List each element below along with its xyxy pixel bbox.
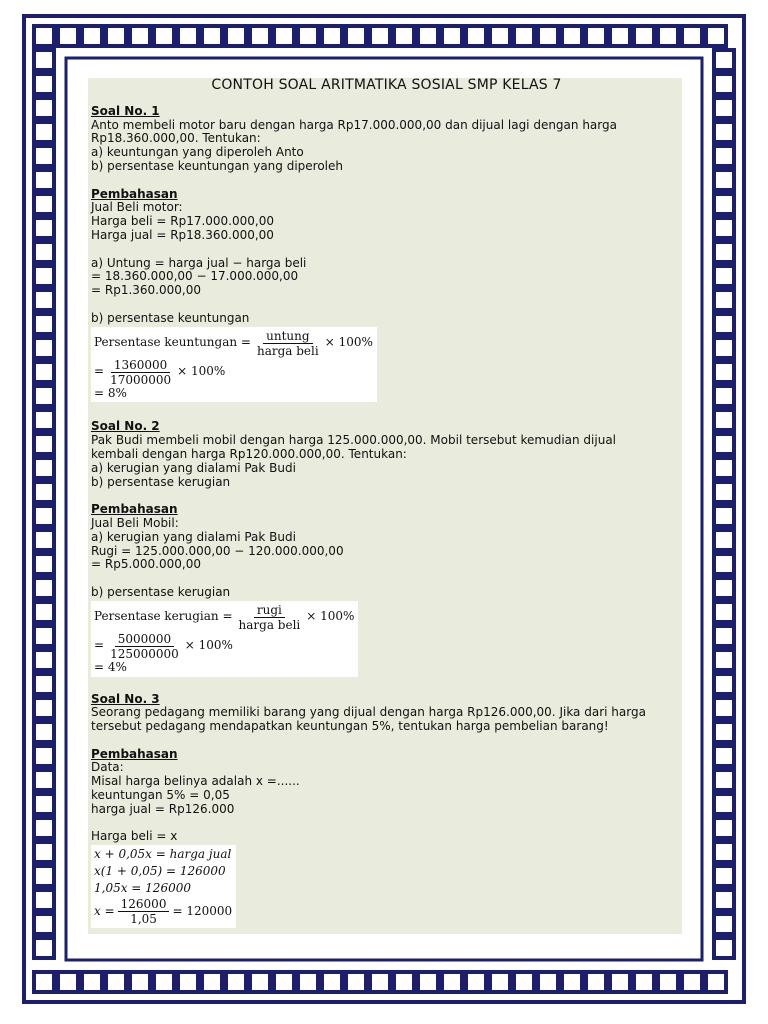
border-square xyxy=(34,506,54,526)
border-square xyxy=(34,314,54,334)
soal-3-solution-line: Data: xyxy=(91,760,124,775)
border-square xyxy=(298,26,318,46)
border-square xyxy=(714,434,734,454)
border-square xyxy=(682,972,702,992)
border-square xyxy=(562,26,582,46)
border-square xyxy=(714,74,734,94)
border-square xyxy=(34,698,54,718)
soal-1-solution-line: = 18.360.000,00 − 17.000.000,00 xyxy=(91,269,299,284)
border-square xyxy=(418,26,438,46)
border-square xyxy=(658,972,678,992)
border-square xyxy=(34,818,54,838)
formula-numerator: 126000 xyxy=(118,897,170,912)
border-square xyxy=(154,972,174,992)
border-square xyxy=(538,26,558,46)
formula-line: x(1 + 0,05) = 126000 xyxy=(94,864,226,879)
border-square xyxy=(714,266,734,286)
border-square xyxy=(714,242,734,262)
soal-2-solution-line: Rugi = 125.000.000,00 − 120.000.000,00 xyxy=(91,543,344,558)
border-square xyxy=(714,578,734,598)
border-square xyxy=(34,362,54,382)
border-square xyxy=(714,458,734,478)
border-square xyxy=(538,972,558,992)
soal-2-solution-line: = Rp5.000.000,00 xyxy=(91,557,201,572)
soal-1-line: b) persentase keuntungan yang diperoleh xyxy=(91,158,343,173)
border-square xyxy=(106,972,126,992)
border-square xyxy=(714,194,734,214)
soal-3-solution-line: harga jual = Rp126.000 xyxy=(91,801,235,816)
border-square xyxy=(466,972,486,992)
border-square xyxy=(178,972,198,992)
soal-3-pembahasan-heading: Pembahasan xyxy=(91,746,178,761)
border-square xyxy=(370,26,390,46)
border-square xyxy=(714,722,734,742)
border-square xyxy=(714,122,734,142)
border-square xyxy=(714,314,734,334)
border-square xyxy=(34,458,54,478)
border-square xyxy=(34,218,54,238)
soal-1-solution-line: a) Untung = harga jual − harga beli xyxy=(91,255,307,270)
formula-denominator: 1,05 xyxy=(130,912,157,927)
border-square xyxy=(58,26,78,46)
border-square xyxy=(34,194,54,214)
soal-3-line: Seorang pedagang memiliki barang yang dijual dengan harga Rp126.000,00. Jika dari harga xyxy=(91,705,646,720)
formula-result: = 8% xyxy=(94,385,127,400)
border-square xyxy=(106,26,126,46)
border-square xyxy=(490,972,510,992)
formula-line: 1,05x = 126000 xyxy=(94,881,191,896)
border-square xyxy=(82,26,102,46)
soal-1-solution-line: Jual Beli motor: xyxy=(91,200,183,215)
border-square xyxy=(34,842,54,862)
border-square xyxy=(610,26,630,46)
border-square xyxy=(714,626,734,646)
border-square xyxy=(34,266,54,286)
border-square xyxy=(82,972,102,992)
border-square xyxy=(34,122,54,142)
formula-denominator: 17000000 xyxy=(110,372,172,387)
border-square xyxy=(58,972,78,992)
border-square xyxy=(714,842,734,862)
border-square xyxy=(34,338,54,358)
border-square xyxy=(130,26,150,46)
border-square xyxy=(202,972,222,992)
border-square xyxy=(514,972,534,992)
border-square xyxy=(714,938,734,958)
soal-1-solution-line: b) persentase keuntungan xyxy=(91,310,250,325)
formula-denominator: harga beli xyxy=(256,343,319,358)
border-square xyxy=(706,972,726,992)
border-square xyxy=(34,770,54,790)
soal-1-formula xyxy=(91,327,377,403)
border-square xyxy=(322,972,342,992)
border-square xyxy=(34,170,54,190)
border-square xyxy=(346,972,366,992)
formula-line: x + 0,05x = harga jual xyxy=(94,847,232,862)
formula-lhs: Persentase kerugian = xyxy=(94,609,233,624)
border-square xyxy=(714,410,734,430)
border-square xyxy=(34,290,54,310)
border-square xyxy=(610,972,630,992)
border-square xyxy=(466,26,486,46)
border-square xyxy=(682,26,702,46)
soal-2-formula xyxy=(91,601,358,677)
document-page xyxy=(88,78,682,934)
formula-numerator: 1360000 xyxy=(111,358,170,373)
border-square xyxy=(634,972,654,992)
border-square xyxy=(658,26,678,46)
border-square xyxy=(34,626,54,646)
soal-3-formula xyxy=(91,845,236,928)
border-square xyxy=(34,74,54,94)
border-square xyxy=(418,972,438,992)
border-square xyxy=(34,242,54,262)
border-square xyxy=(34,554,54,574)
border-square xyxy=(714,338,734,358)
border-square xyxy=(322,26,342,46)
border-square xyxy=(226,972,246,992)
border-square xyxy=(370,972,390,992)
soal-2-solution-line: a) kerugian yang dialami Pak Budi xyxy=(91,529,296,544)
border-square xyxy=(34,972,54,992)
formula-denominator: harga beli xyxy=(238,617,301,632)
border-square xyxy=(394,26,414,46)
border-square xyxy=(298,972,318,992)
border-square xyxy=(714,746,734,766)
formula-multiplier: × 100% xyxy=(177,364,226,379)
border-square xyxy=(34,722,54,742)
formula-equals: = xyxy=(94,364,105,379)
border-square xyxy=(34,578,54,598)
border-square xyxy=(714,362,734,382)
border-square xyxy=(714,146,734,166)
border-square xyxy=(714,914,734,934)
soal-2-solution-line: Jual Beli Mobil: xyxy=(91,515,179,530)
border-square xyxy=(34,386,54,406)
border-square xyxy=(34,674,54,694)
border-square xyxy=(714,794,734,814)
border-square xyxy=(714,650,734,670)
border-square xyxy=(714,674,734,694)
formula-numerator: rugi xyxy=(254,603,285,618)
border-square xyxy=(274,972,294,992)
border-square xyxy=(394,972,414,992)
border-square xyxy=(34,98,54,118)
border-square xyxy=(514,26,534,46)
page-title: CONTOH SOAL ARITMATIKA SOSIAL SMP KELAS 7 xyxy=(211,77,562,93)
border-square xyxy=(714,698,734,718)
border-square xyxy=(34,938,54,958)
border-square xyxy=(34,746,54,766)
border-square xyxy=(34,410,54,430)
soal-1-pembahasan-heading: Pembahasan xyxy=(91,186,178,201)
soal-2-line: Pak Budi membeli mobil dengan harga 125.000.000,00. Mobil tersebut kemudian dijual xyxy=(91,433,617,448)
border-square xyxy=(34,26,54,46)
soal-2-line: a) kerugian yang dialami Pak Budi xyxy=(91,460,296,475)
border-square xyxy=(714,602,734,622)
border-square xyxy=(562,972,582,992)
formula-denominator: 125000000 xyxy=(110,646,179,661)
border-square xyxy=(706,26,726,46)
border-square xyxy=(714,98,734,118)
border-square xyxy=(714,386,734,406)
soal-1-solution-line: Harga jual = Rp18.360.000,00 xyxy=(91,227,274,242)
border-square xyxy=(154,26,174,46)
soal-2-pembahasan-heading: Pembahasan xyxy=(91,502,178,517)
border-square xyxy=(274,26,294,46)
border-square xyxy=(34,650,54,670)
formula-lhs: x = xyxy=(94,903,115,918)
soal-1-heading: Soal No. 1 xyxy=(91,103,160,118)
border-square xyxy=(442,972,462,992)
border-square xyxy=(250,972,270,992)
border-square xyxy=(714,506,734,526)
soal-2-line: kembali dengan harga Rp120.000.000,00. Tentukan: xyxy=(91,446,407,461)
border-square xyxy=(714,866,734,886)
formula-multiplier: × 100% xyxy=(184,638,233,653)
soal-3-solution-line: Harga beli = x xyxy=(91,829,178,844)
border-square xyxy=(34,530,54,550)
soal-3-solution-line: Misal harga belinya adalah x =...... xyxy=(91,774,300,789)
border-square xyxy=(226,26,246,46)
border-square xyxy=(490,26,510,46)
border-square xyxy=(634,26,654,46)
soal-2-heading: Soal No. 2 xyxy=(91,419,160,434)
border-square xyxy=(34,866,54,886)
formula-numerator: untung xyxy=(263,329,312,344)
border-square xyxy=(714,530,734,550)
soal-1-solution-line: Harga beli = Rp17.000.000,00 xyxy=(91,214,274,229)
formula-lhs: Persentase keuntungan = xyxy=(94,335,251,350)
border-square xyxy=(130,972,150,992)
border-square xyxy=(34,482,54,502)
border-square xyxy=(714,50,734,70)
border-square xyxy=(34,914,54,934)
formula-numerator: 5000000 xyxy=(115,632,174,647)
soal-1-line: a) keuntungan yang diperoleh Anto xyxy=(91,145,304,160)
soal-3-solution-line: keuntungan 5% = 0,05 xyxy=(91,788,230,803)
border-square xyxy=(346,26,366,46)
border-square xyxy=(714,890,734,910)
border-square xyxy=(714,818,734,838)
border-square xyxy=(34,890,54,910)
soal-3-heading: Soal No. 3 xyxy=(91,691,160,706)
soal-1-solution-line: = Rp1.360.000,00 xyxy=(91,283,201,298)
border-square xyxy=(714,554,734,574)
border-square xyxy=(202,26,222,46)
border-square xyxy=(178,26,198,46)
border-square xyxy=(714,218,734,238)
border-square xyxy=(34,794,54,814)
border-square xyxy=(586,972,606,992)
soal-3-line: tersebut pedagang mendapatkan keuntungan 5%, tentukan harga pembelian barang! xyxy=(91,719,609,734)
border-square xyxy=(586,26,606,46)
formula-multiplier: × 100% xyxy=(306,609,355,624)
border-square xyxy=(34,434,54,454)
soal-1-line: Anto membeli motor baru dengan harga Rp17.000.000,00 dan dijual lagi dengan harga xyxy=(91,117,617,132)
soal-1-line: Rp18.360.000,00. Tentukan: xyxy=(91,131,261,146)
border-square xyxy=(250,26,270,46)
formula-equals: = xyxy=(94,638,105,653)
border-square xyxy=(714,482,734,502)
border-square xyxy=(34,602,54,622)
border-square xyxy=(714,170,734,190)
border-square xyxy=(714,290,734,310)
border-square xyxy=(34,50,54,70)
border-square xyxy=(34,146,54,166)
border-square xyxy=(442,26,462,46)
formula-result: = 4% xyxy=(94,659,127,674)
soal-2-line: b) persentase kerugian xyxy=(91,474,231,489)
border-square xyxy=(714,770,734,790)
formula-multiplier: × 100% xyxy=(324,335,373,350)
formula-rhs: = 120000 xyxy=(172,903,233,918)
soal-2-solution-line: b) persentase kerugian xyxy=(91,584,231,599)
